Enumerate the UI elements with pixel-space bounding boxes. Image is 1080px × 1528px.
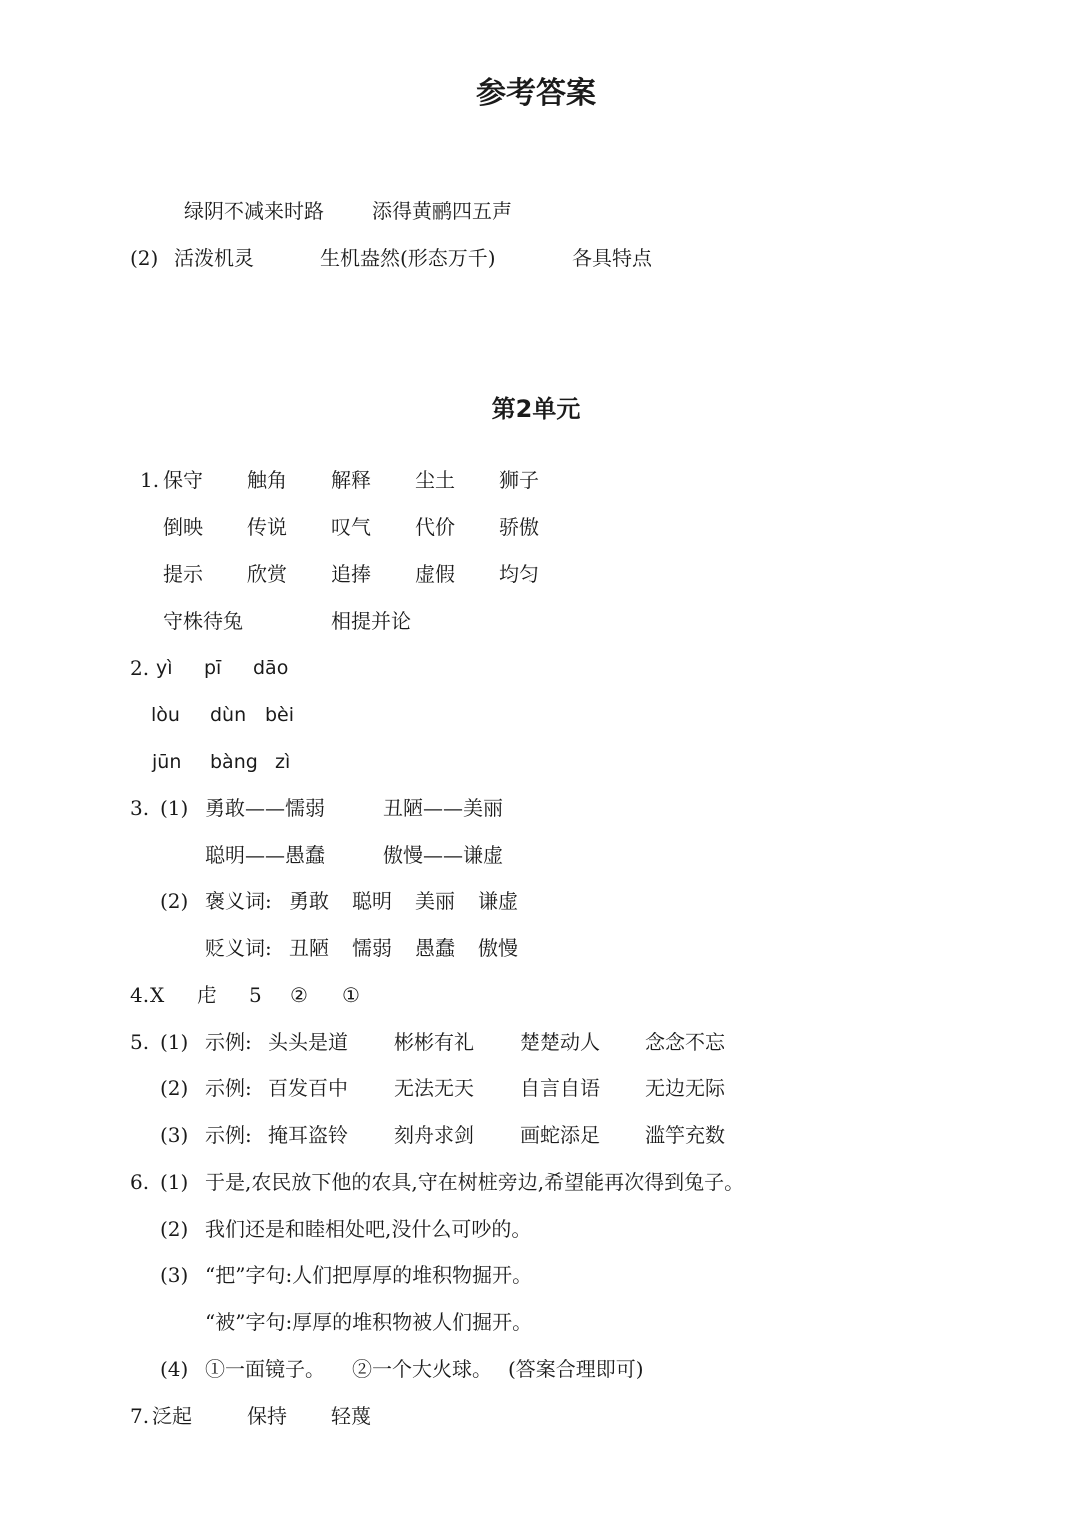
answer-note: (答案合理即可): [508, 1357, 644, 1381]
answer-item: 虍: [197, 983, 217, 1007]
idiom: 滥竽充数: [645, 1123, 725, 1147]
idiom: 自言自语: [520, 1076, 600, 1100]
answer-text: 各具特点: [572, 246, 652, 270]
answer-text: 生机盎然(形态万千): [320, 246, 496, 270]
word: 尘土: [415, 468, 455, 492]
word: 倒映: [163, 515, 203, 539]
question-number: 6.: [130, 1170, 150, 1194]
pinyin: dāo: [253, 657, 289, 679]
pinyin: jūn: [152, 751, 182, 773]
idiom: 百发百中: [268, 1076, 348, 1100]
answer-text: ①一面镜子。: [205, 1357, 325, 1381]
pinyin: bàng: [210, 751, 258, 773]
word: 均匀: [499, 562, 539, 586]
word: 愚蠢: [415, 936, 455, 960]
item-number: (2): [130, 246, 159, 270]
idiom: 无边无际: [645, 1076, 725, 1100]
item-number: (2): [160, 889, 189, 913]
question-number: 1.: [140, 468, 160, 492]
pinyin: lòu: [151, 704, 180, 726]
idiom: 头头是道: [268, 1030, 348, 1054]
idiom: 刻舟求剑: [394, 1123, 474, 1147]
word: 保持: [247, 1404, 287, 1428]
word: 勇敢: [289, 889, 329, 913]
unit-title: 第2单元: [491, 395, 581, 423]
word: 解释: [331, 468, 371, 492]
idiom: 掩耳盗铃: [268, 1123, 348, 1147]
word: 叹气: [331, 515, 371, 539]
label: 贬义词:: [205, 936, 272, 960]
poem-line-a: 绿阴不减来时路: [184, 199, 324, 223]
pinyin: pī: [204, 657, 222, 679]
pinyin: dùn: [210, 704, 247, 726]
word: 提示: [163, 562, 203, 586]
word: 美丽: [415, 889, 455, 913]
label: 褒义词:: [205, 889, 272, 913]
sentence: “被”字句:厚厚的堆积物被人们掘开。: [205, 1310, 533, 1334]
word: 谦虚: [478, 889, 518, 913]
question-number: 3.: [130, 796, 150, 820]
word: 代价: [415, 515, 455, 539]
word: 聪明: [352, 889, 392, 913]
item-number: (1): [160, 1170, 189, 1194]
word: 虚假: [415, 562, 455, 586]
idiom: 念念不忘: [645, 1030, 725, 1054]
idiom: 画蛇添足: [520, 1123, 600, 1147]
antonym-pair: 勇敢——懦弱: [205, 796, 325, 820]
pinyin: yì: [156, 657, 173, 679]
sentence: “把”字句:人们把厚厚的堆积物掘开。: [205, 1263, 533, 1287]
sentence: 于是,农民放下他的农具,守在树桩旁边,希望能再次得到兔子。: [205, 1170, 745, 1194]
label: 示例:: [205, 1076, 252, 1100]
idiom: 相提并论: [331, 609, 411, 633]
word: 触角: [247, 468, 287, 492]
pinyin: zì: [275, 751, 291, 773]
antonym-pair: 聪明——愚蠢: [205, 843, 325, 867]
poem-line-b: 添得黄鹂四五声: [372, 199, 512, 223]
item-number: (2): [160, 1076, 189, 1100]
item-number: (2): [160, 1217, 189, 1241]
question-number: 4.: [130, 983, 150, 1007]
label: 示例:: [205, 1030, 252, 1054]
answer-text: 活泼机灵: [174, 246, 254, 270]
item-number: (1): [160, 1030, 189, 1054]
idiom: 彬彬有礼: [394, 1030, 474, 1054]
word: 保守: [163, 468, 203, 492]
word: 狮子: [499, 468, 539, 492]
answer-text: ②一个大火球。: [352, 1357, 492, 1381]
item-number: (1): [160, 796, 189, 820]
item-number: (3): [160, 1123, 189, 1147]
label: 示例:: [205, 1123, 252, 1147]
sentence: 我们还是和睦相处吧,没什么可吵的。: [205, 1217, 532, 1241]
answer-item: X: [150, 983, 165, 1007]
word: 懦弱: [352, 936, 392, 960]
word: 骄傲: [499, 515, 539, 539]
word: 傲慢: [478, 936, 518, 960]
word: 丑陋: [289, 936, 329, 960]
page-title: 参考答案: [476, 76, 596, 111]
idiom: 守株待兔: [163, 609, 243, 633]
word: 欣赏: [247, 562, 287, 586]
pinyin: bèi: [265, 704, 295, 726]
question-number: 5.: [130, 1030, 150, 1054]
question-number: 2.: [130, 656, 150, 680]
word: 轻蔑: [331, 1404, 371, 1428]
answer-item: 5: [249, 983, 262, 1007]
antonym-pair: 傲慢——谦虚: [383, 843, 503, 867]
antonym-pair: 丑陋——美丽: [383, 796, 503, 820]
word: 追捧: [331, 562, 371, 586]
item-number: (3): [160, 1263, 189, 1287]
question-number: 7.: [130, 1404, 150, 1428]
item-number: (4): [160, 1357, 189, 1381]
word: 泛起: [152, 1404, 192, 1428]
answer-item: ①: [342, 983, 360, 1007]
idiom: 无法无天: [394, 1076, 474, 1100]
answer-item: ②: [290, 983, 308, 1007]
idiom: 楚楚动人: [520, 1030, 600, 1054]
word: 传说: [247, 515, 287, 539]
